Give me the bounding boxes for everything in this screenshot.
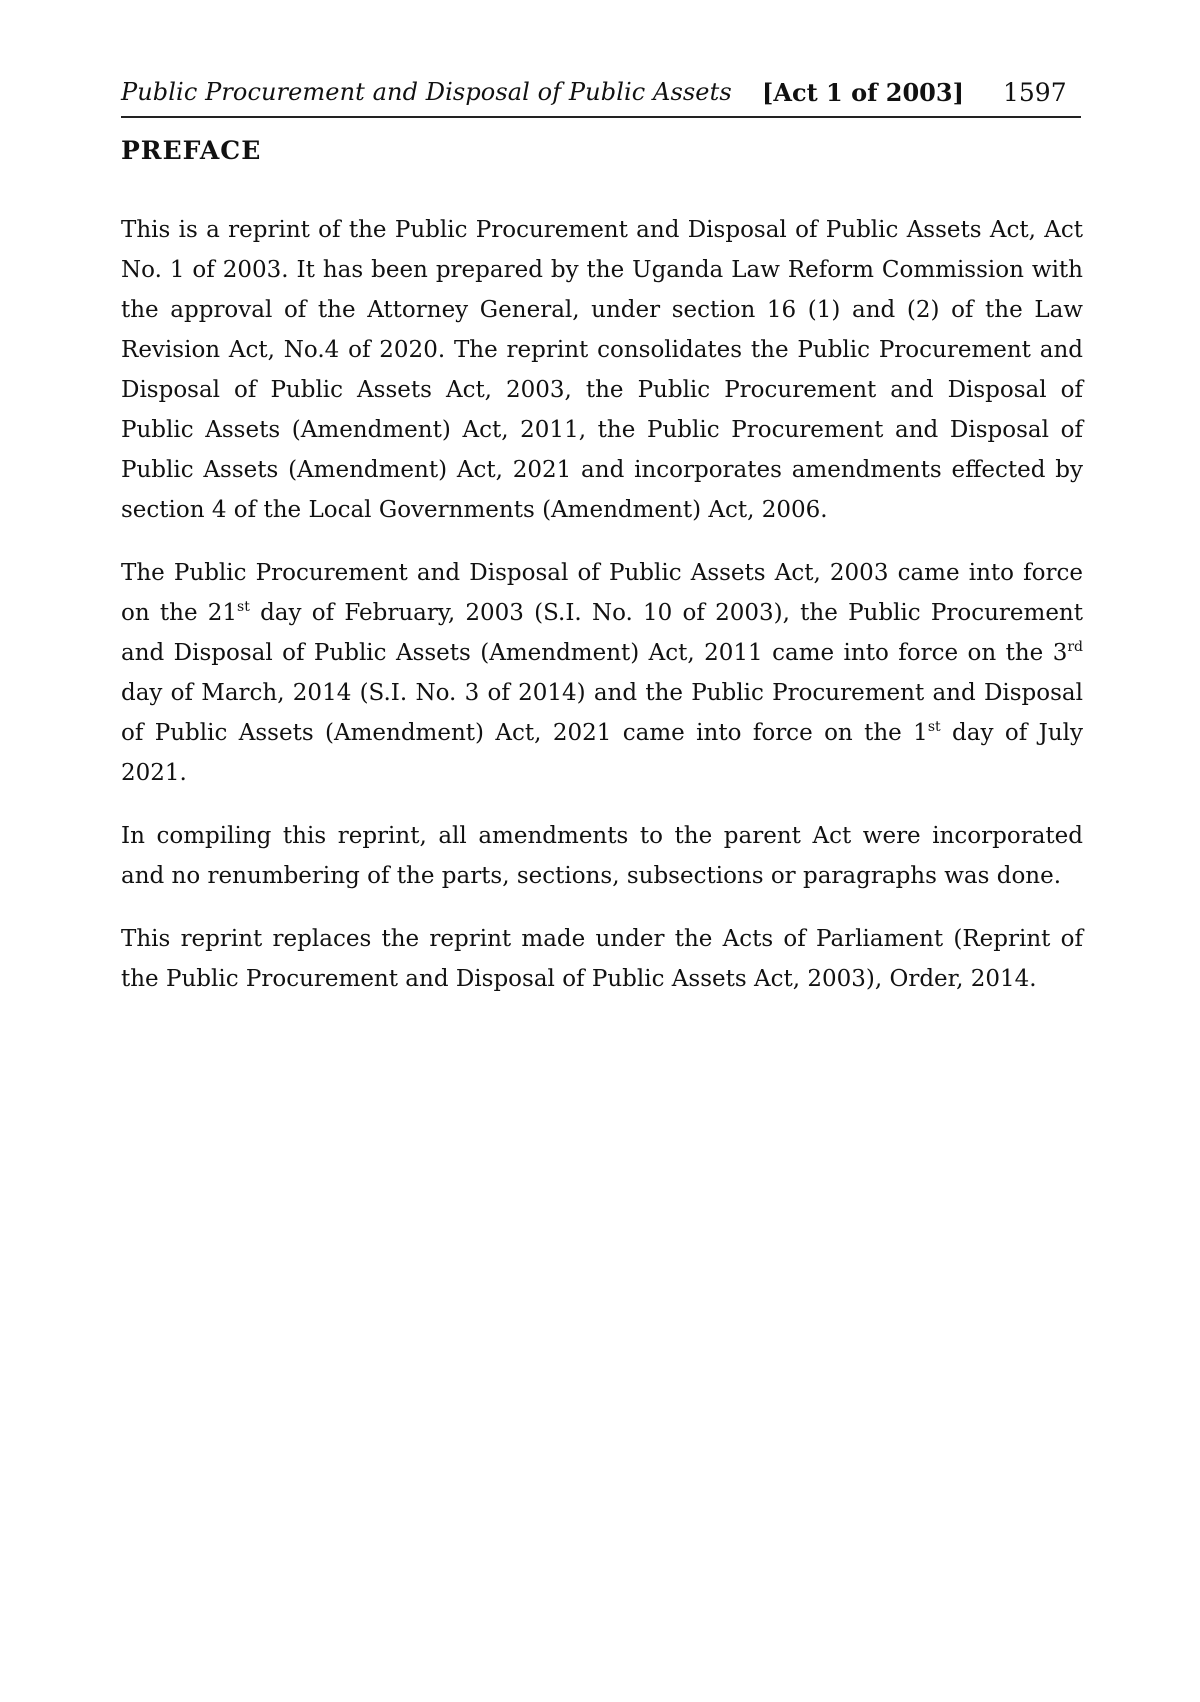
running-header — [121, 78, 1081, 118]
paragraph-2-text-2: day of February, 2003 (S.I. No. 10 of 2003), the Public Procurement and Disposal of Public Assets (Amendment) Act, 2011 came into force on the 3 — [121, 600, 1083, 666]
preface-paragraph-4: This reprint replaces the reprint made under the Acts of Parliament (Reprint of the Public Procurement and Disposal of Public Assets Act, 2003), Order, 2014. — [121, 926, 1083, 992]
paragraph-2-text-3: day of March, 2014 (S.I. No. 3 of 2014) and the Public Procurement and Disposal of Public Assets (Amendment) Act, 2021 came into force on the 1 — [121, 680, 1083, 746]
paragraph-2-text-1: The Public Procurement and Disposal of Public Assets Act, 2003 came into force on the 21 — [121, 560, 1083, 626]
ordinal-suffix-1: st — [237, 599, 250, 615]
ordinal-suffix-2: rd — [1067, 639, 1083, 655]
preface-paragraph-2 — [121, 553, 1083, 793]
preface-paragraph-3: In compiling this reprint, all amendments to the parent Act were incorporated and no renumbering of the parts, sections, subsections or paragraphs was done. — [121, 823, 1083, 889]
page-number: 1597 — [1003, 78, 1067, 107]
paragraph-2-text-4: day of July 2021. — [121, 720, 1083, 786]
preface-paragraph-1: This is a reprint of the Public Procurement and Disposal of Public Assets Act, Act No. 1 of 2003. It has been prepared by the Uganda Law Reform Commission with the approval of the Attorney General, under section 16 (1) and (2) of the Law Revision Act, No.4 of 2020. The reprint consolidates the Public Procurement and Disposal of Public Assets Act, 2003, the Public Procurement and Disposal of Public Assets (Amendment) Act, 2011, the Public Procurement and Disposal of Public Assets (Amendment) Act, 2021 and incorporates amendments effected by section 4 of the Local Governments (Amendment) Act, 2006. — [121, 217, 1083, 523]
ordinal-suffix-3: st — [927, 719, 941, 735]
page-title: PREFACE — [121, 136, 262, 165]
header-act-number: [Act 1 of 2003] — [762, 78, 964, 107]
preface-body — [121, 210, 1083, 1022]
header-act-title: Public Procurement and Disposal of Public Assets — [121, 78, 732, 106]
